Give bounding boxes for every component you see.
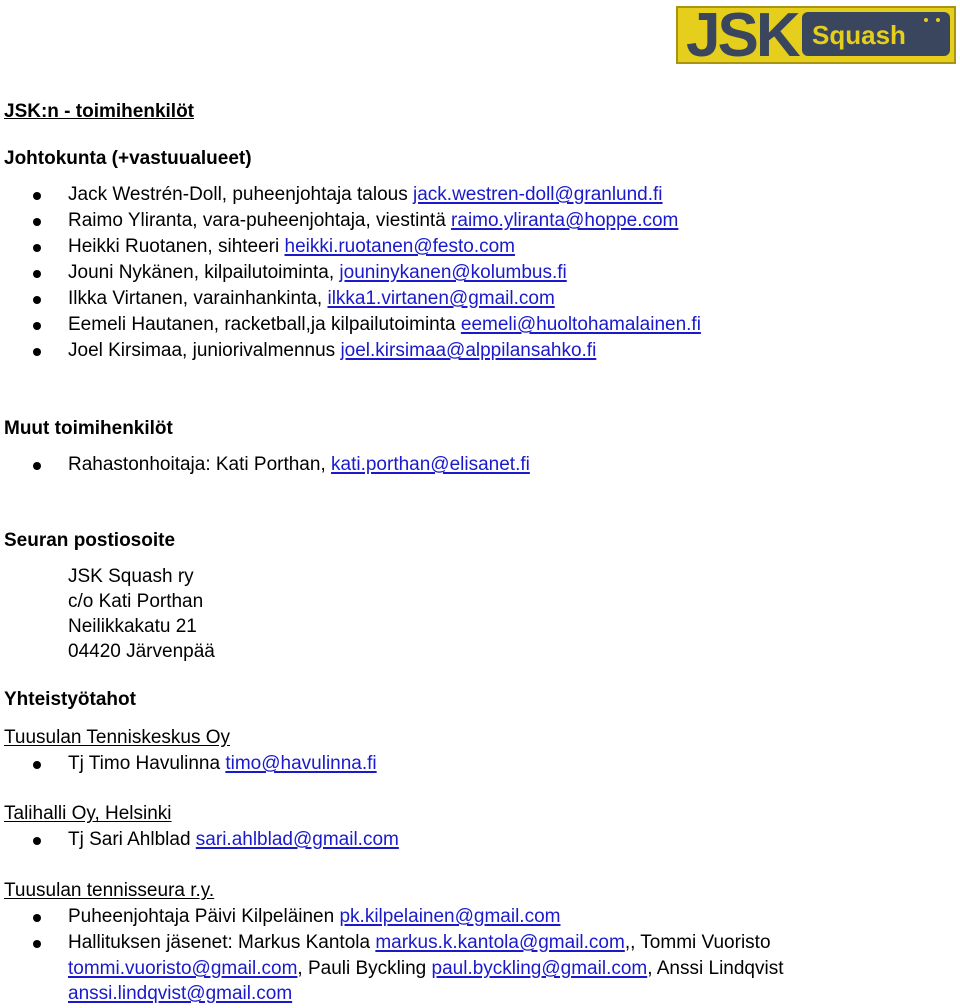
bullet-icon — [33, 462, 41, 470]
partner-name: Tuusulan tennisseura r.y. — [4, 880, 215, 901]
treasurer-row — [68, 454, 530, 476]
board-member-2 — [68, 236, 515, 258]
board-heading: Johtokunta (+vastuualueet) — [4, 148, 252, 169]
bullet-icon — [33, 244, 41, 252]
bullet-icon — [33, 296, 41, 304]
bullet-icon — [33, 761, 41, 769]
partner-contact-text: Tj Timo Havulinna — [68, 753, 226, 774]
board-member-4 — [68, 288, 555, 310]
address-line: c/o Kati Porthan — [68, 591, 204, 612]
other-officials-heading: Muut toimihenkilöt — [4, 418, 173, 439]
board-member-text: Jouni Nykänen, kilpailutoiminta, — [68, 262, 340, 283]
bullet-icon — [33, 218, 41, 226]
board-member-email[interactable]: joel.kirsimaa@alppilansahko.fi — [340, 340, 597, 361]
address-line: 04420 Järvenpää — [68, 641, 215, 662]
partner-contact — [68, 829, 399, 851]
partner-name: Tuusulan Tenniskeskus Oy — [4, 727, 231, 748]
partner-chair — [68, 906, 560, 928]
logo-ball-icon — [924, 18, 928, 22]
partner-name: Talihalli Oy, Helsinki — [4, 803, 172, 824]
partner-chair-text: Puheenjohtaja Päivi Kilpeläinen — [68, 906, 340, 927]
bullet-icon — [33, 348, 41, 356]
board-member-text: Raimo Yliranta, vara-puheenjohtaja, viestintä — [68, 210, 452, 231]
board-member-3 — [68, 262, 567, 284]
partner-contact-email[interactable]: sari.ahlblad@gmail.com — [195, 829, 399, 850]
address-line: Neilikkakatu 21 — [68, 616, 197, 637]
logo-jsk-text: JSK — [686, 6, 798, 64]
page-title: JSK:n - toimihenkilöt — [4, 101, 194, 122]
board-member-5 — [68, 314, 701, 336]
board-member-text: Jack Westrén-Doll, puheenjohtaja talous — [68, 184, 414, 205]
partner-board-line-2 — [68, 958, 784, 980]
partner-board-email[interactable]: anssi.lindqvist@gmail.com — [68, 983, 293, 1004]
partner-contact — [68, 753, 377, 775]
board-member-text: Joel Kirsimaa, juniorivalmennus — [68, 340, 341, 361]
partner-board-text: , Anssi Lindqvist — [647, 958, 784, 979]
partner-contact-email[interactable]: timo@havulinna.fi — [225, 753, 377, 774]
partner-board-email[interactable]: tommi.vuoristo@gmail.com — [68, 958, 298, 979]
board-member-email[interactable]: ilkka1.virtanen@gmail.com — [327, 288, 555, 309]
board-member-text: Ilkka Virtanen, varainhankinta, — [68, 288, 328, 309]
partner-chair-email[interactable]: pk.kilpelainen@gmail.com — [339, 906, 561, 927]
bullet-icon — [33, 940, 41, 948]
board-member-email[interactable]: jack.westren-doll@granlund.fi — [413, 184, 663, 205]
bullet-icon — [33, 914, 41, 922]
treasurer-email[interactable]: kati.porthan@elisanet.fi — [331, 454, 530, 475]
partner-contact-text: Tj Sari Ahlblad — [68, 829, 196, 850]
treasurer-text: Rahastonhoitaja: Kati Porthan, — [68, 454, 332, 475]
partner-board-line-3 — [68, 983, 292, 1005]
board-member-email[interactable]: eemeli@huoltohamalainen.fi — [460, 314, 701, 335]
logo-ball-icon — [936, 18, 940, 22]
jsk-squash-logo — [676, 6, 956, 64]
partners-heading: Yhteistyötahot — [4, 689, 136, 710]
board-member-email[interactable]: heikki.ruotanen@festo.com — [284, 236, 516, 257]
partner-board-text: , Pauli Byckling — [297, 958, 432, 979]
bullet-icon — [33, 192, 41, 200]
board-member-0 — [68, 184, 663, 206]
partner-board-text: Hallituksen jäsenet: Markus Kantola — [68, 932, 376, 953]
partner-board-email[interactable]: markus.k.kantola@gmail.com — [375, 932, 625, 953]
bullet-icon — [33, 837, 41, 845]
bullet-icon — [33, 322, 41, 330]
partner-board-text: ,, Tommi Vuoristo — [624, 932, 771, 953]
board-member-email[interactable]: raimo.yliranta@hoppe.com — [451, 210, 679, 231]
logo-squash-text: Squash — [812, 20, 906, 50]
partner-board-line-1 — [68, 932, 771, 954]
board-member-email[interactable]: jouninykanen@kolumbus.fi — [339, 262, 567, 283]
address-heading: Seuran postiosoite — [4, 530, 176, 551]
board-member-text: Heikki Ruotanen, sihteeri — [68, 236, 285, 257]
board-member-6 — [68, 340, 596, 362]
bullet-icon — [33, 270, 41, 278]
partner-board-email[interactable]: paul.byckling@gmail.com — [431, 958, 648, 979]
board-member-text: Eemeli Hautanen, racketball,ja kilpailutoiminta — [68, 314, 461, 335]
board-member-1 — [68, 210, 678, 232]
address-line: JSK Squash ry — [68, 566, 194, 587]
